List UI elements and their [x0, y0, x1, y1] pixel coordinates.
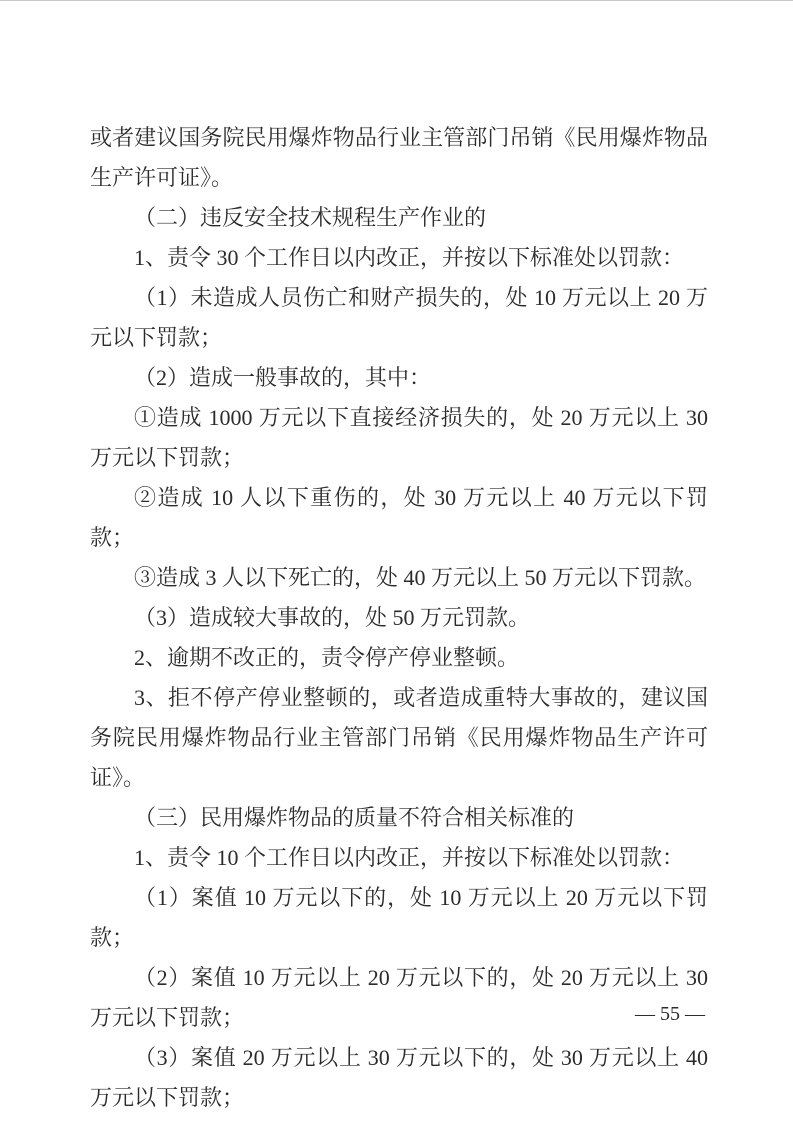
paragraph: 1、责令 30 个工作日以内改正，并按以下标准处以罚款： [134, 245, 685, 270]
document-body [90, 118, 708, 1118]
paragraph: 2、逾期不改正的，责令停产停业整顿。 [134, 645, 520, 670]
paragraph: 或者建议国务院民用爆炸物品行业主管部门吊销《民用爆炸物品生产许可证》。 [90, 125, 708, 190]
paragraph: （2）案值 10 万元以上 20 万元以下的，处 20 万元以上 30 万元以下罚款； [90, 965, 708, 1030]
paragraph: （3）案值 20 万元以上 30 万元以下的，处 30 万元以上 40 万元以下罚款； [90, 1045, 708, 1110]
paragraph: 3、拒不停产停业整顿的，或者造成重特大事故的，建议国务院民用爆炸物品行业主管部门吊销《民用爆炸物品生产许可证》。 [90, 685, 708, 790]
paragraph: （二）违反安全技术规程生产作业的 [134, 205, 487, 230]
paragraph: （三）民用爆炸物品的质量不符合相关标准的 [134, 805, 575, 830]
paragraph: ①造成 1000 万元以下直接经济损失的，处 20 万元以上 30 万元以下罚款； [90, 405, 708, 470]
paragraph: （2）造成一般事故的，其中： [134, 365, 432, 390]
paragraph: （1）案值 10 万元以下的，处 10 万元以上 20 万元以下罚款； [90, 885, 708, 950]
paragraph: ③造成 3 人以下死亡的，处 40 万元以上 50 万元以下罚款。 [134, 565, 707, 590]
page-number: — 55 — [635, 1003, 705, 1025]
paragraph: （1）未造成人员伤亡和财产损失的，处 10 万元以上 20 万元以下罚款； [90, 285, 708, 350]
paragraph: （3）造成较大事故的，处 50 万元罚款。 [134, 605, 531, 630]
paragraph: 1、责令 10 个工作日以内改正，并按以下标准处以罚款： [134, 845, 685, 870]
scan-edge [0, 0, 793, 1]
paragraph: ②造成 10 人以下重伤的，处 30 万元以上 40 万元以下罚款； [90, 485, 708, 550]
